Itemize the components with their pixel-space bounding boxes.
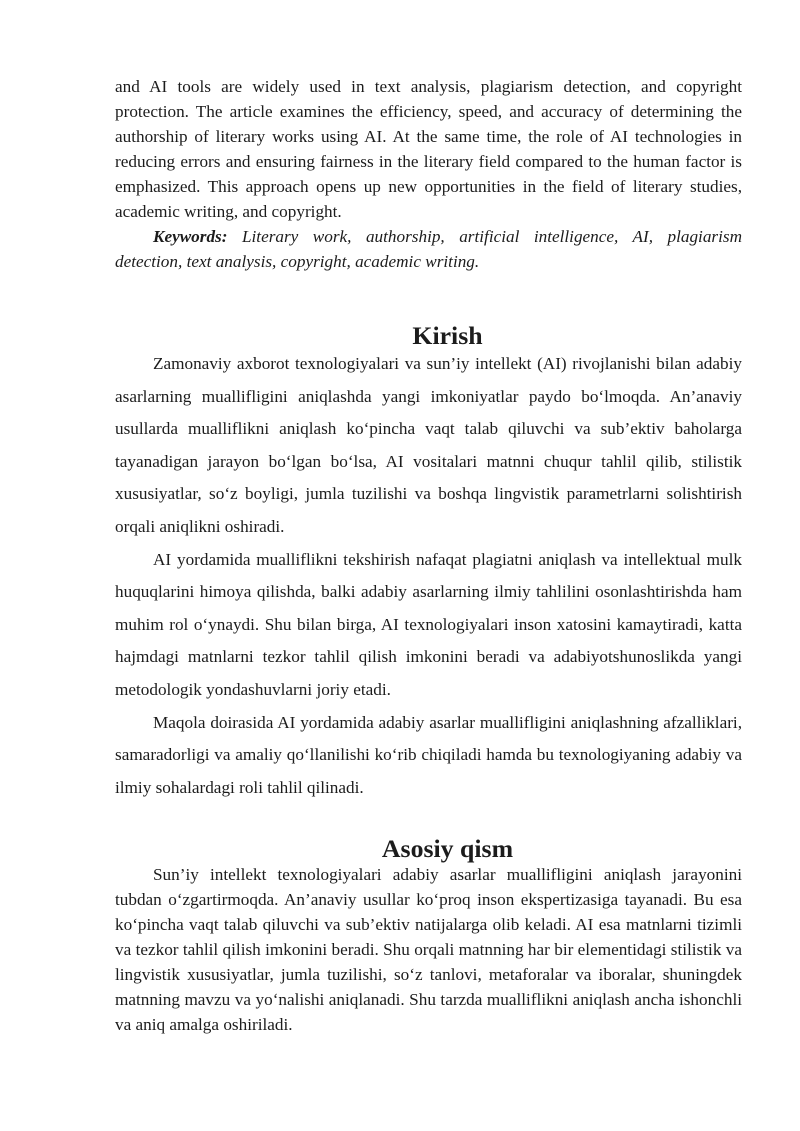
keywords-text: Literary work, authorship, artificial intelligence, AI, plagiarism detection, text analysis, copyright, academic writing. [115,227,742,271]
kirish-paragraph: AI yordamida mualliflikni tekshirish nafaqat plagiatni aniqlash va intellektual mulk huquqlarini himoya qilishda, balki adabiy asarlarning ilmiy tahlilini osonlashtirishda ham muhim rol o‘ynaydi. Shu bilan birga, AI texnologiyalari inson xatosini kamaytiradi, katta hajmdagi matnlarni tezkor tahlil qilish imkonini beradi va adabiyotshunoslikda yangi metodologik yondashuvlarni joriy etadi. [115,549,742,699]
keywords-label: Keywords: [153,227,228,246]
section-heading-kirish: Kirish [412,321,483,350]
section-heading-asosiy: Asosiy qism [381,834,514,864]
kirish-paragraph: Maqola doirasida AI yordamida adabiy asarlar muallifligini aniqlashning afzalliklari, samaradorligi va amaliy qo‘llanilishi ko‘rib chiqiladi hamda bu texnologiyaning adabiy va ilmiy sohalardagi roli tahlil qilinadi. [115,712,742,797]
keywords-paragraph [115,224,742,274]
kirish-paragraph: Zamonaviy axborot texnologiyalari va sun’iy intellekt (AI) rivojlanishi bilan adabiy asarlarning muallifligini aniqlashda yangi imkoniyatlar paydo bo‘lmoqda. An’anaviy usullarda mualliflikni aniqlash ko‘pincha vaqt talab qiluvchi va sub’ektiv baholarga tayanadigan jarayon bo‘lgan bo‘lsa, AI vositalari matnni chuqur tahlil qilib, stilistik xususiyatlar, so‘z boyligi, jumla tuzilishi va boshqa lingvistik parametrlarni solishtirish orqali aniqlikni oshiradi. [115,354,742,536]
abstract-paragraph: and AI tools are widely used in text analysis, plagiarism detection, and copyright protection. The article examines the efficiency, speed, and accuracy of determining the authorship of literary works using AI. At the same time, the role of AI technologies in reducing errors and ensuring fairness in the literary field compared to the human factor is emphasized. This approach opens up new opportunities in the field of literary studies, academic writing, and copyright. [115,77,742,221]
asosiy-paragraph: Sun’iy intellekt texnologiyalari adabiy asarlar muallifligini aniqlash jarayonini tubdan o‘zgartirmoqda. An’anaviy usullar ko‘proq inson ekspertizasiga tayanadi. Bu esa ko‘pincha vaqt talab qiluvchi va sub’ektiv natijalarga olib keladi. AI esa matnlarni tizimli va tezkor tahlil qilish imkonini beradi. Shu orqali matnning har bir elementidagi stilistik va lingvistik xususiyatlar, jumla tuzilishi, so‘z tanlovi, metaforalar va iboralar, shuningdek matnning mavzu va yo‘nalishi aniqlanadi. Shu tarzda mualliflikni aniqlash ancha ishonchli va aniq amalga oshiriladi. [115,865,742,1035]
document-page [115,74,742,1037]
